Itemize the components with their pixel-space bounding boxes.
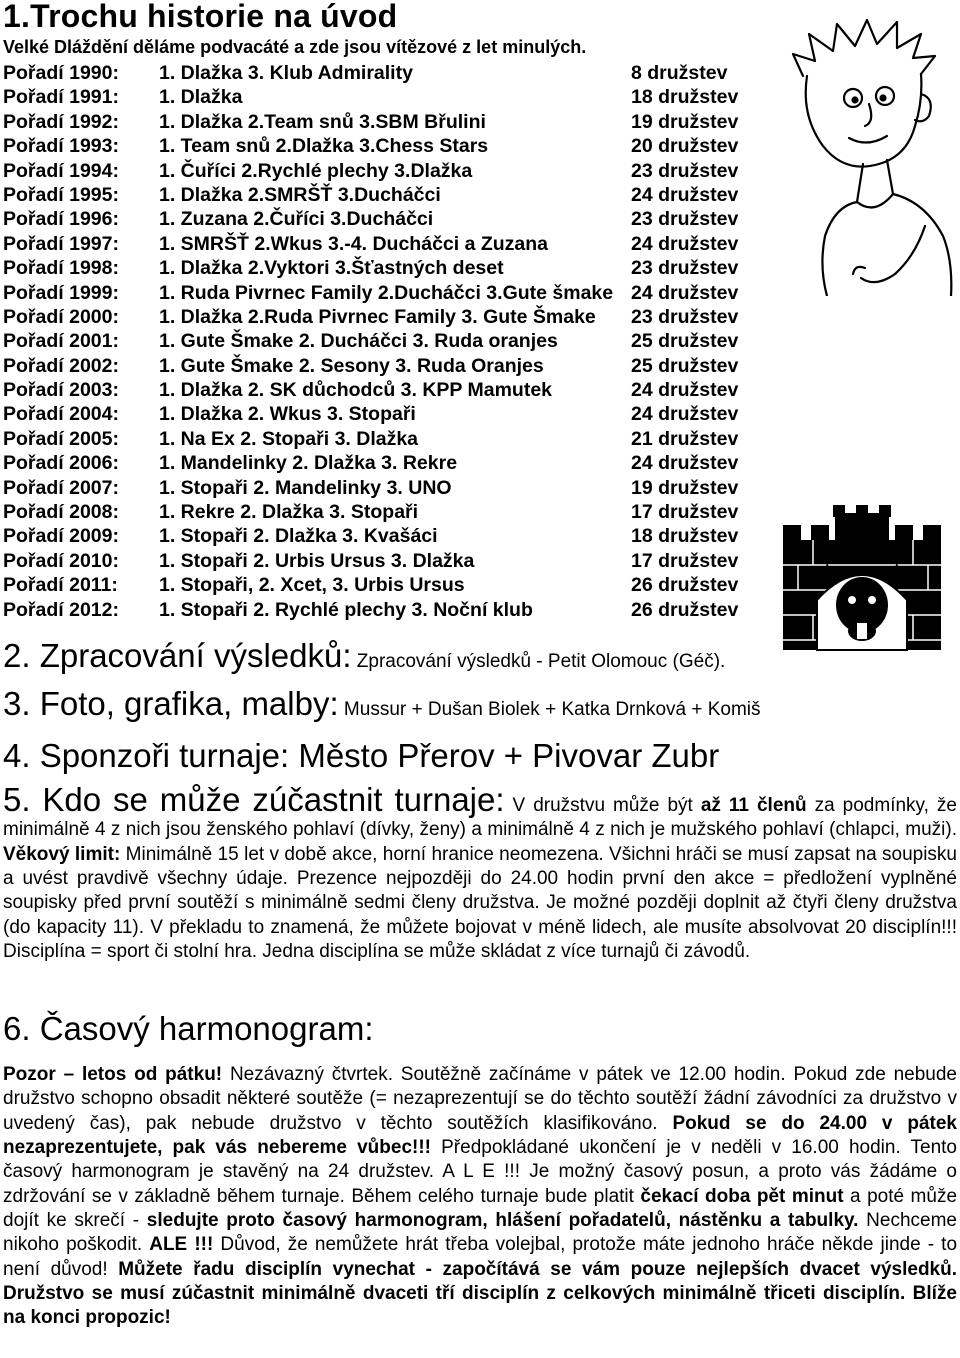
coat-of-arms-emblem [773,505,951,670]
history-results: 1. Stopaři, 2. Xcet, 3. Urbis Ursus [159,574,465,597]
history-row [3,549,783,573]
history-results: 1. Stopaři 2. Mandelinky 3. UNO [159,476,452,499]
section-6-bold: Můžete řadu disciplín vynechat - započítává se vám pouze nejlepších dvacet výsledků. Družstvo se musí zúčastnit minimálně dvaceti tří disciplín z celkových minimálně třiceti disciplín. Blíže na konci propozic! [3,1258,957,1329]
section-5-text: za podmínky, že minimálně 4 z nich jsou ženského pohlaví (dívky, ženy) a minimálně 4 z nich je mužského pohlaví (chlapci, muži). [3,795,957,841]
history-row [3,232,783,256]
history-row [3,476,783,500]
section-6-text: a poté může dojít ke skrečí - [3,1185,958,1232]
history-team-count: 20 družstev [631,135,739,158]
intro-text: Velké Dláždění děláme podvacáté a zde jsou vítězové z let minulých. [3,37,587,57]
section-4-heading: 4. Sponzoři turnaje: Město Přerov + Pivovar Zubr [3,737,720,774]
history-team-count: 24 družstev [631,232,739,255]
section-5-bold: až 11 členů [700,795,807,816]
history-results: 1. Stopaři 2. Rychlé plechy 3. Noční klub [159,598,533,621]
history-team-count: 25 družstev [631,330,739,353]
history-results: 1. SMRŠŤ 2.Wkus 3.-4. Ducháčci a Zuzana [159,232,549,255]
history-year-label: Pořadí 1996: [3,208,119,231]
history-team-count: 23 družstev [631,257,739,280]
section-3-heading: 3. Foto, grafika, malby: [3,685,339,722]
history-row [3,110,783,134]
history-row [3,183,783,207]
history-results: 1. Dlažka 3. Klub Admirality [159,62,413,84]
section-6-bold: Pokud se do 24.00 v pátek nezaprezentujete, pak vás nebereme vůbec!!! [3,1112,958,1159]
section-6-bold: ALE !!! [149,1234,214,1256]
history-year-label: Pořadí 2009: [3,525,119,548]
history-row [3,207,783,231]
history-results: 1. Dlažka 2. Wkus 3. Stopaři [159,403,416,426]
section-5-text: V družstvu může být [504,795,701,816]
section-6-text: Nechceme nikoho poškodit. [3,1210,957,1256]
history-results: 1. Mandelinky 2. Dlažka 3. Rekre [159,452,458,475]
history-team-count: 24 družstev [631,403,739,426]
section-6-bold: čekací doba pět minut [640,1185,844,1207]
section-6-text: Předpokládané ukončení je v neděli v 16.00 hodin. Tento časový harmonogram je stavěný na 24 družstev. A L E !!! Je možný časový posun, a proto vás žádáme o zdržování se v základně během turnaje. Během celého turnaje bude platit [3,1137,957,1207]
history-team-count: 24 družstev [631,379,739,402]
section-6-text: Nezávazný čtvrtek. Soutěžně začínáme v pátek ve 12.00 hodin. Pokud zde nebude družstvo schopno obsadit některé soutěže (= nezaprezentují se do těchto soutěží žádní závodníci za družstvo v uvedený čas), pak nebude družstvo v těchto soutěžích klasifikováno. [3,1064,957,1134]
history-team-count: 17 družstev [631,501,739,524]
history-team-count: 21 družstev [631,427,739,450]
history-results: 1. Dlažka [159,86,243,109]
age-limit-label: Věkový limit: [3,843,121,865]
history-team-count: 23 družstev [631,159,739,182]
history-year-label: Pořadí 2012: [3,598,119,621]
history-year-label: Pořadí 2003: [3,379,119,402]
history-row [3,134,783,158]
history-year-label: Pořadí 1997: [3,232,119,255]
history-team-count: 18 družstev [631,86,739,109]
history-row [3,61,783,85]
history-year-label: Pořadí 2004: [3,403,119,426]
history-year-label: Pořadí 2006: [3,452,119,475]
section-6-bold: Pozor – letos od pátku! [3,1064,223,1085]
page-title: 1.Trochu historie na úvod [3,0,398,34]
history-year-label: Pořadí 2007: [3,476,119,499]
section-6-heading: 6. Časový harmonogram: [3,1010,374,1047]
history-results: 1. Dlažka 2.SMRŠŤ 3.Ducháčci [159,183,441,206]
history-results: 1. Dlažka 2.Vyktori 3.Šťastných deset [159,257,504,280]
section-2 [3,637,725,675]
section-5-heading: 5. Kdo se může zúčastnit turnaje: [3,781,505,818]
section-2-heading: 2. Zpracování výsledků: [3,637,352,674]
history-results: 1. Dlažka 2. SK důchodců 3. KPP Mamutek [159,379,553,402]
history-results: 1. Zuzana 2.Čuříci 3.Ducháčci [159,208,434,231]
history-year-label: Pořadí 1995: [3,183,119,206]
section-5-text: Minimálně 15 let v době akce, horní hranice neomezena. Všichni hráči se musí zapsat na soupisku a uvést pravdivě všechny údaje. Prezence nejpozději do 24.00 hodin první den akce = předložení vyplněné soupisky před první soutěží s minimálně sedmi členy družstva. Je možné později doplnit až čtyři členy družstva (do kapacity 11). V překladu to znamená, že můžete bojovat v méně lidech, ale musíte absolvovat 20 disciplín!!! Disciplína = sport či stolní hra. Jedna disciplína se může skládat z více turnajů či závodů. [3,843,957,963]
history-row [3,427,783,451]
history-team-count: 26 družstev [631,598,739,621]
history-team-count: 19 družstev [631,110,739,133]
history-row [3,159,783,183]
history-year-label: Pořadí 2011: [3,574,118,597]
history-team-count: 18 družstev [631,525,739,548]
history-row [3,354,783,378]
history-list [3,61,783,622]
section-6-heading-row [3,1010,374,1048]
history-team-count: 24 družstev [631,452,739,475]
history-row [3,329,783,353]
history-row [3,573,783,597]
section-4 [3,737,719,775]
history-team-count: 23 družstev [631,208,739,231]
history-year-label: Pořadí 1993: [3,135,119,158]
history-year-label: Pořadí 2001: [3,330,119,353]
history-year-label: Pořadí 2008: [3,501,119,524]
history-year-label: Pořadí 1991: [3,86,119,109]
history-results: 1. Dlažka 2.Ruda Pivrnec Family 3. Gute Šmake [159,305,596,328]
section-2-text: Zpracování výsledků - Petit Olomouc (Géč). [351,651,726,672]
history-year-label: Pořadí 1990: [3,62,119,84]
history-row [3,402,783,426]
cartoon-man-illustration [775,6,960,296]
history-team-count: 8 družstev [631,62,728,84]
history-team-count: 17 družstev [631,549,739,572]
history-team-count: 24 družstev [631,281,739,304]
history-results: 1. Stopaři 2. Urbis Ursus 3. Dlažka [159,549,475,572]
section-3-text: Mussur + Dušan Biolek + Katka Drnková + Komiš [338,699,761,720]
history-year-label: Pořadí 2002: [3,354,119,377]
history-year-label: Pořadí 2000: [3,305,119,328]
section-3 [3,685,761,723]
history-year-label: Pořadí 1992: [3,110,119,133]
history-year-label: Pořadí 2010: [3,549,119,572]
section-6-text: Důvod, že nemůžete hrát třeba volejbal, protože máte jednoho hráče někde jinde - to není důvod! [3,1234,958,1280]
history-row [3,451,783,475]
section-6 [3,1063,957,1331]
history-row [3,85,783,109]
history-results: 1. Gute Šmake 2. Sesony 3. Ruda Oranjes [159,354,544,377]
history-row [3,378,783,402]
history-row [3,500,783,524]
history-results: 1. Čuříci 2.Rychlé plechy 3.Dlažka [159,159,473,182]
history-results: 1. Team snů 2.Dlažka 3.Chess Stars [159,135,489,158]
history-team-count: 23 družstev [631,305,739,328]
history-row [3,281,783,305]
section-6-bold: sledujte proto časový harmonogram, hlášení pořadatelů, nástěnku a tabulky. [146,1210,859,1232]
history-year-label: Pořadí 2005: [3,427,119,450]
history-row [3,598,783,622]
history-team-count: 26 družstev [631,574,739,597]
history-year-label: Pořadí 1998: [3,257,119,280]
history-results: 1. Ruda Pivrnec Family 2.Ducháčci 3.Gute šmake [159,281,614,304]
history-results: 1. Rekre 2. Dlažka 3. Stopaři [159,501,419,524]
history-team-count: 25 družstev [631,354,739,377]
history-row [3,305,783,329]
history-results: 1. Gute Šmake 2. Ducháčci 3. Ruda oranjes [159,330,558,353]
history-results: 1. Dlažka 2.Team snů 3.SBM Břulini [159,110,486,133]
section-5 [3,781,957,964]
history-team-count: 24 družstev [631,183,739,206]
history-results: 1. Stopaři 2. Dlažka 3. Kvašáci [159,525,438,548]
history-row [3,256,783,280]
history-results: 1. Na Ex 2. Stopaři 3. Dlažka [159,427,419,450]
history-team-count: 19 družstev [631,476,739,499]
history-row [3,524,783,548]
history-year-label: Pořadí 1994: [3,159,119,182]
history-year-label: Pořadí 1999: [3,281,119,304]
